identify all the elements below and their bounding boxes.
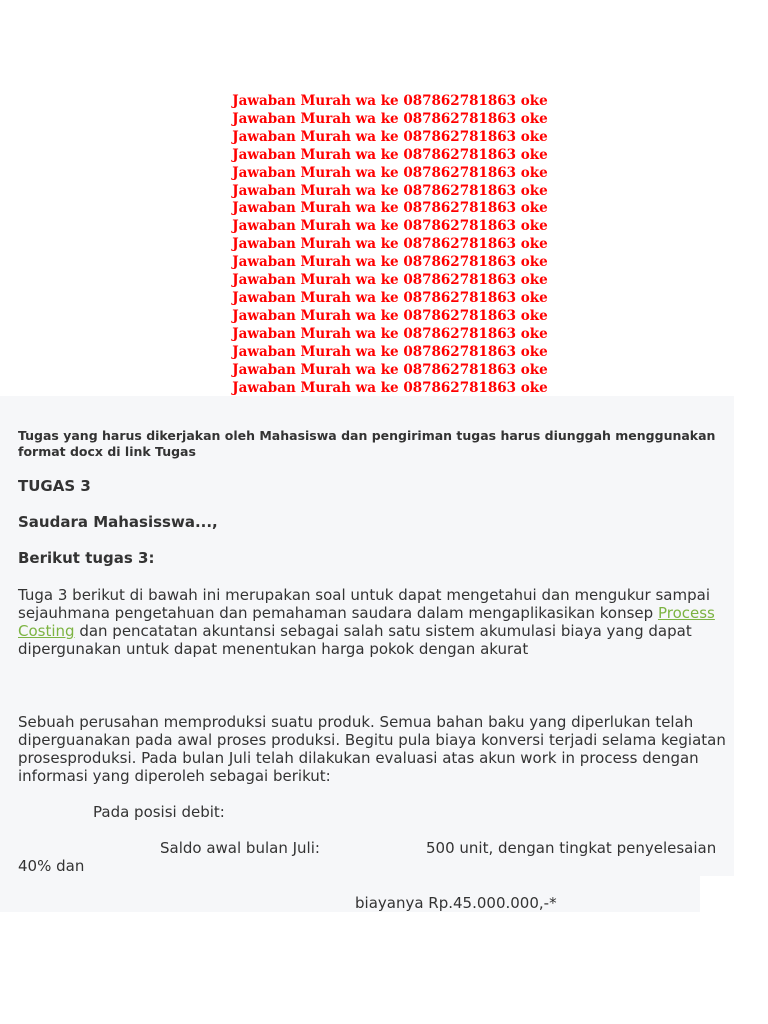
- promo-line: Jawaban Murah wa ke 087862781863 oke: [232, 93, 548, 109]
- promo-line: Jawaban Murah wa ke 087862781863 oke: [232, 361, 548, 378]
- assignment-instruction: Tugas yang harus dikerjakan oleh Mahasiswa dan pengiriman tugas harus diunggah menggunakan format docx di link Tugas: [18, 428, 716, 459]
- promo-line: Jawaban Murah wa ke 087862781863 oke: [232, 128, 548, 145]
- promo-line: Jawaban Murah wa ke 087862781863 oke: [232, 182, 548, 199]
- saldo-label: Saldo awal bulan Juli:: [160, 839, 320, 857]
- intro-heading: Berikut tugas 3:: [18, 549, 155, 567]
- paragraph-intro: [18, 586, 732, 658]
- paragraph-case: Sebuah perusahan memproduksi suatu produk. Semua bahan baku yang diperlukan telah diperguanakan pada awal proses produksi. Begitu pula biaya konversi terjadi selama kegiatan prosesproduksi. Pada bulan Juli telah dilakukan evaluasi atas akun work in process dengan informasi yang diperoleh sebagai berikut:: [18, 713, 726, 785]
- promo-line: Jawaban Murah wa ke 087862781863 oke: [232, 110, 548, 127]
- assignment-title: TUGAS 3: [18, 477, 91, 495]
- promo-line: Jawaban Murah wa ke 087862781863 oke: [232, 254, 548, 271]
- greeting-heading: Saudara Mahasisswa...,: [18, 513, 218, 531]
- document-panel-tail: [0, 876, 700, 912]
- promo-line: Jawaban Murah wa ke 087862781863 oke: [232, 236, 548, 253]
- paragraph-intro-text-end: dan pencatatan akuntansi sebagai salah satu sistem akumulasi biaya yang dapat dipergunakan untuk dapat menentukan harga pokok dengan akurat: [18, 622, 692, 658]
- promo-line: Jawaban Murah wa ke 087862781863 oke: [232, 307, 548, 324]
- promo-line: Jawaban Murah wa ke 087862781863 oke: [232, 272, 548, 289]
- cost-value: biayanya Rp.45.000.000,-*: [355, 894, 557, 912]
- promo-line: Jawaban Murah wa ke 087862781863 oke: [232, 343, 548, 360]
- promo-line: Jawaban Murah wa ke 087862781863 oke: [232, 164, 548, 181]
- promo-line: Jawaban Murah wa ke 087862781863 oke: [232, 289, 548, 306]
- promo-line: Jawaban Murah wa ke 087862781863 oke: [232, 218, 548, 235]
- promo-line: Jawaban Murah wa ke 087862781863 oke: [232, 200, 548, 217]
- promo-line: Jawaban Murah wa ke 087862781863 oke: [232, 146, 548, 163]
- promo-line: Jawaban Murah wa ke 087862781863 oke: [232, 379, 548, 396]
- debit-label: Pada posisi debit:: [93, 803, 225, 821]
- promo-block: [0, 93, 768, 397]
- promo-line: Jawaban Murah wa ke 087862781863 oke: [232, 325, 548, 342]
- process-costing-link[interactable]: Process Costing: [18, 604, 715, 640]
- paragraph-intro-text-start: Tuga 3 berikut di bawah ini merupakan soal untuk dapat mengetahui dan mengukur sampai sejauhmana pengetahuan dan pemahaman saudara dalam mengaplikasikan konsep: [18, 586, 710, 622]
- saldo-value: 500 unit, dengan tingkat penyelesaian: [426, 839, 717, 857]
- saldo-value-continued: 40% dan: [18, 857, 85, 875]
